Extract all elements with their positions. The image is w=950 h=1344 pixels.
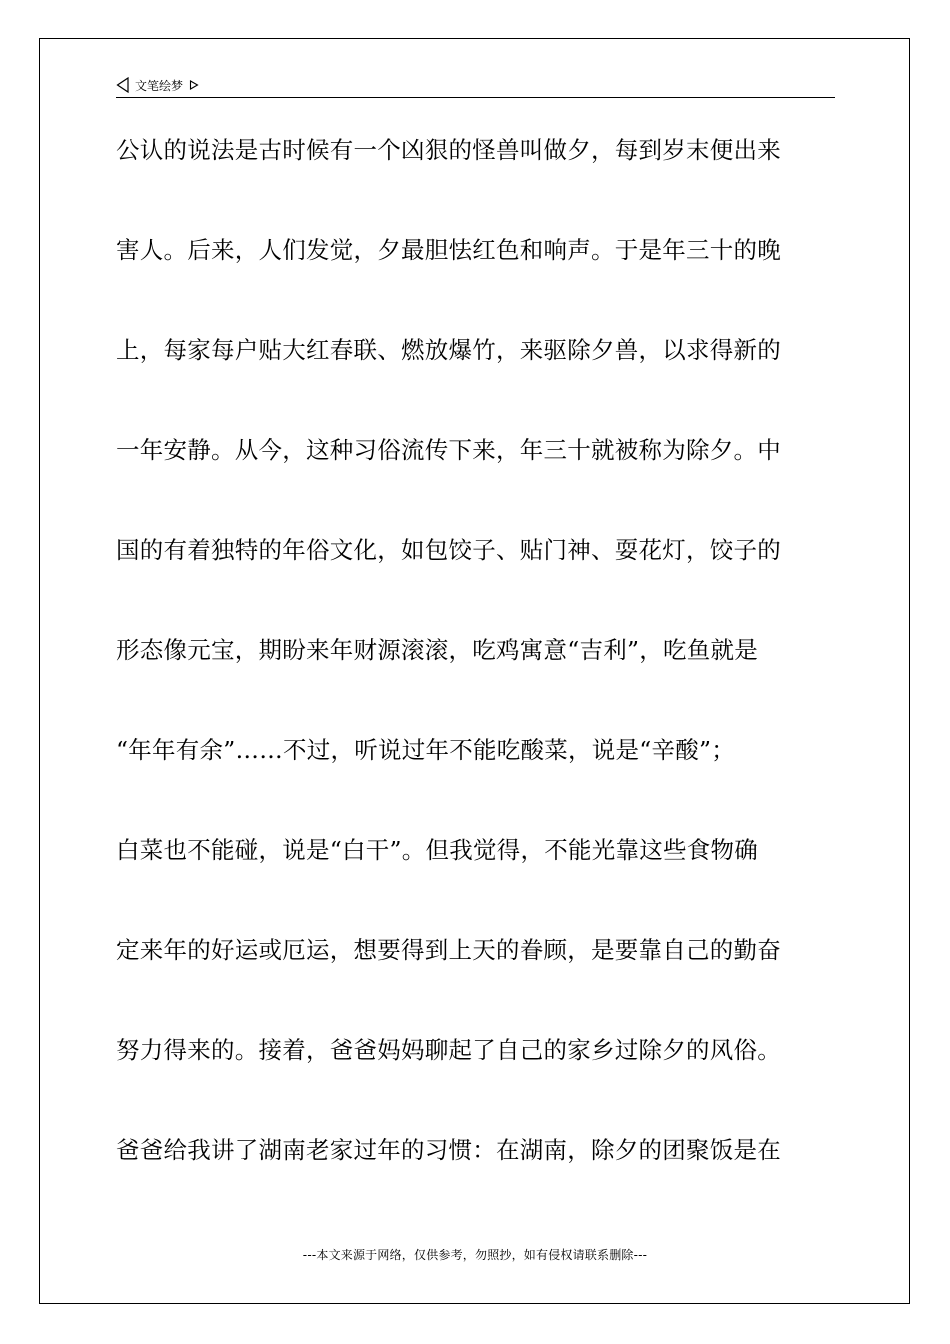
text-line: 努力得来的。接着，爸爸妈妈聊起了自己的家乡过除夕的风俗。 (116, 1036, 781, 1064)
text-line: 定来年的好运或厄运，想要得到上天的眷顾，是要靠自己的勤奋 (116, 936, 781, 964)
text-line: 爸爸给我讲了湖南老家过年的习惯：在湖南，除夕的团聚饭是在 (116, 1136, 781, 1164)
footer-disclaimer: ---本文来源于网络，仅供参考，勿照抄，如有侵权请联系删除--- (302, 1248, 648, 1262)
text-line: 白菜也不能碰，说是“白干”。但我觉得，不能光靠这些食物确 (116, 836, 759, 864)
text-line: 国的有着独特的年俗文化，如包饺子、贴门神、耍花灯，饺子的 (116, 536, 781, 564)
page-header (116, 74, 199, 96)
triangle-right-outline-icon (189, 79, 199, 91)
text-line: 形态像元宝，期盼来年财源滚滚，吃鸡寓意“吉利”，吃鱼就是 (116, 636, 759, 664)
text-line: “年年有余”……不过，听说过年不能吃酸菜，说是“辛酸”； (116, 736, 736, 764)
text-line: 害人。后来，人们发觉，夕最胆怯红色和响声。于是年三十的晚 (116, 236, 781, 264)
text-line: 一年安静。从今，这种习俗流传下来，年三十就被称为除夕。中 (116, 436, 781, 464)
triangle-left-outline-icon (116, 77, 130, 93)
body-text (116, 120, 836, 1220)
text-line: 公认的说法是古时候有一个凶狠的怪兽叫做夕，每到岁末便出来 (116, 136, 781, 164)
text-line: 上，每家每户贴大红春联、燃放爆竹，来驱除夕兽，以求得新的 (116, 336, 781, 364)
header-brand: 文笔绘梦 (135, 78, 184, 93)
header-rule (116, 97, 835, 98)
